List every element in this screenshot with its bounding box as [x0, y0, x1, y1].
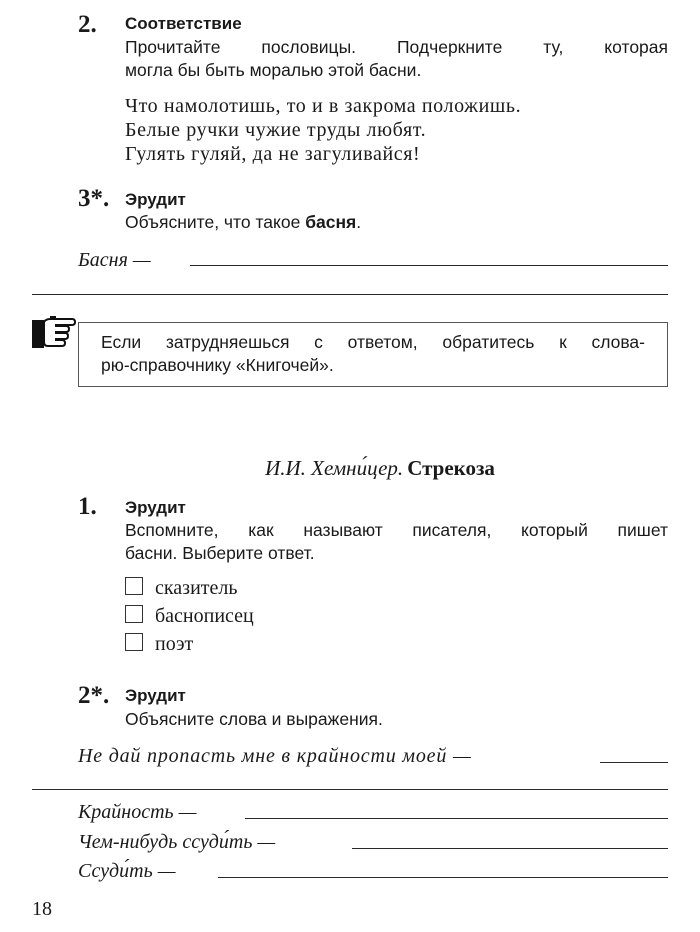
work-title: Стрекоза	[407, 456, 495, 480]
answer-line[interactable]	[600, 762, 668, 763]
instruction-text: Объясните, что такое	[125, 212, 306, 232]
task-number: 2.	[78, 11, 97, 38]
task-instruction: могла бы быть моралью этой басни.	[125, 60, 422, 80]
answer-line[interactable]	[32, 294, 668, 295]
hint-text: рю-справочнику «Книгочей».	[101, 355, 334, 375]
option-label: сказитель	[155, 577, 238, 599]
instruction-text: .	[356, 212, 362, 232]
term-label: Крайность —	[78, 801, 197, 823]
answer-line[interactable]	[352, 848, 668, 849]
option-label: поэт	[155, 633, 194, 655]
task-instruction: басни. Выберите ответ.	[125, 543, 315, 563]
option-label: баснописец	[155, 605, 254, 627]
task-instruction: Прочитайте пословицы. Подчеркните ту, которая	[125, 37, 668, 57]
term-label: Чем-нибудь ссуди́ть —	[78, 831, 276, 853]
proverb-item[interactable]: Что намолотишь, то и в закрома положишь.	[125, 95, 522, 117]
task-heading: Эрудит	[125, 190, 186, 209]
pointing-hand-icon	[30, 312, 76, 352]
answer-options	[125, 574, 254, 658]
term-label: Ссуди́ть —	[78, 860, 176, 882]
instruction-keyword: басня	[305, 212, 357, 232]
option-item[interactable]	[125, 630, 254, 658]
hint-text: Если затрудняешься с ответом, обратитесь к слова-	[101, 332, 645, 352]
answer-line[interactable]	[190, 265, 668, 266]
page-number: 18	[32, 898, 52, 920]
proverb-list	[125, 94, 521, 166]
checkbox[interactable]	[125, 605, 143, 623]
phrase-label: Не дай пропасть мне в крайности моей —	[78, 745, 472, 767]
checkbox[interactable]	[125, 577, 143, 595]
answer-line[interactable]	[245, 818, 668, 819]
proverb-item[interactable]: Белые ручки чужие труды любят.	[125, 119, 427, 141]
task-number: 3*.	[78, 185, 110, 212]
task-instruction: Вспомните, как называют писателя, который пишет	[125, 520, 668, 540]
checkbox[interactable]	[125, 633, 143, 651]
task-number: 1.	[78, 493, 97, 520]
hint-box	[78, 322, 668, 387]
option-item[interactable]	[125, 574, 254, 602]
task-heading: Эрудит	[125, 498, 186, 517]
option-item[interactable]	[125, 602, 254, 630]
answer-line[interactable]	[218, 877, 668, 878]
author-name: И.И. Хемни́цер.	[265, 456, 404, 480]
task-instruction: Объясните слова и выражения.	[125, 709, 383, 729]
answer-label: Басня —	[78, 249, 151, 271]
answer-line[interactable]	[32, 789, 668, 790]
task-heading: Соответствие	[125, 14, 242, 33]
section-title	[0, 456, 700, 480]
task-heading: Эрудит	[125, 686, 186, 705]
task-instruction	[125, 211, 361, 234]
task-number: 2*.	[78, 682, 110, 709]
proverb-item[interactable]: Гулять гуляй, да не загуливайся!	[125, 143, 421, 165]
